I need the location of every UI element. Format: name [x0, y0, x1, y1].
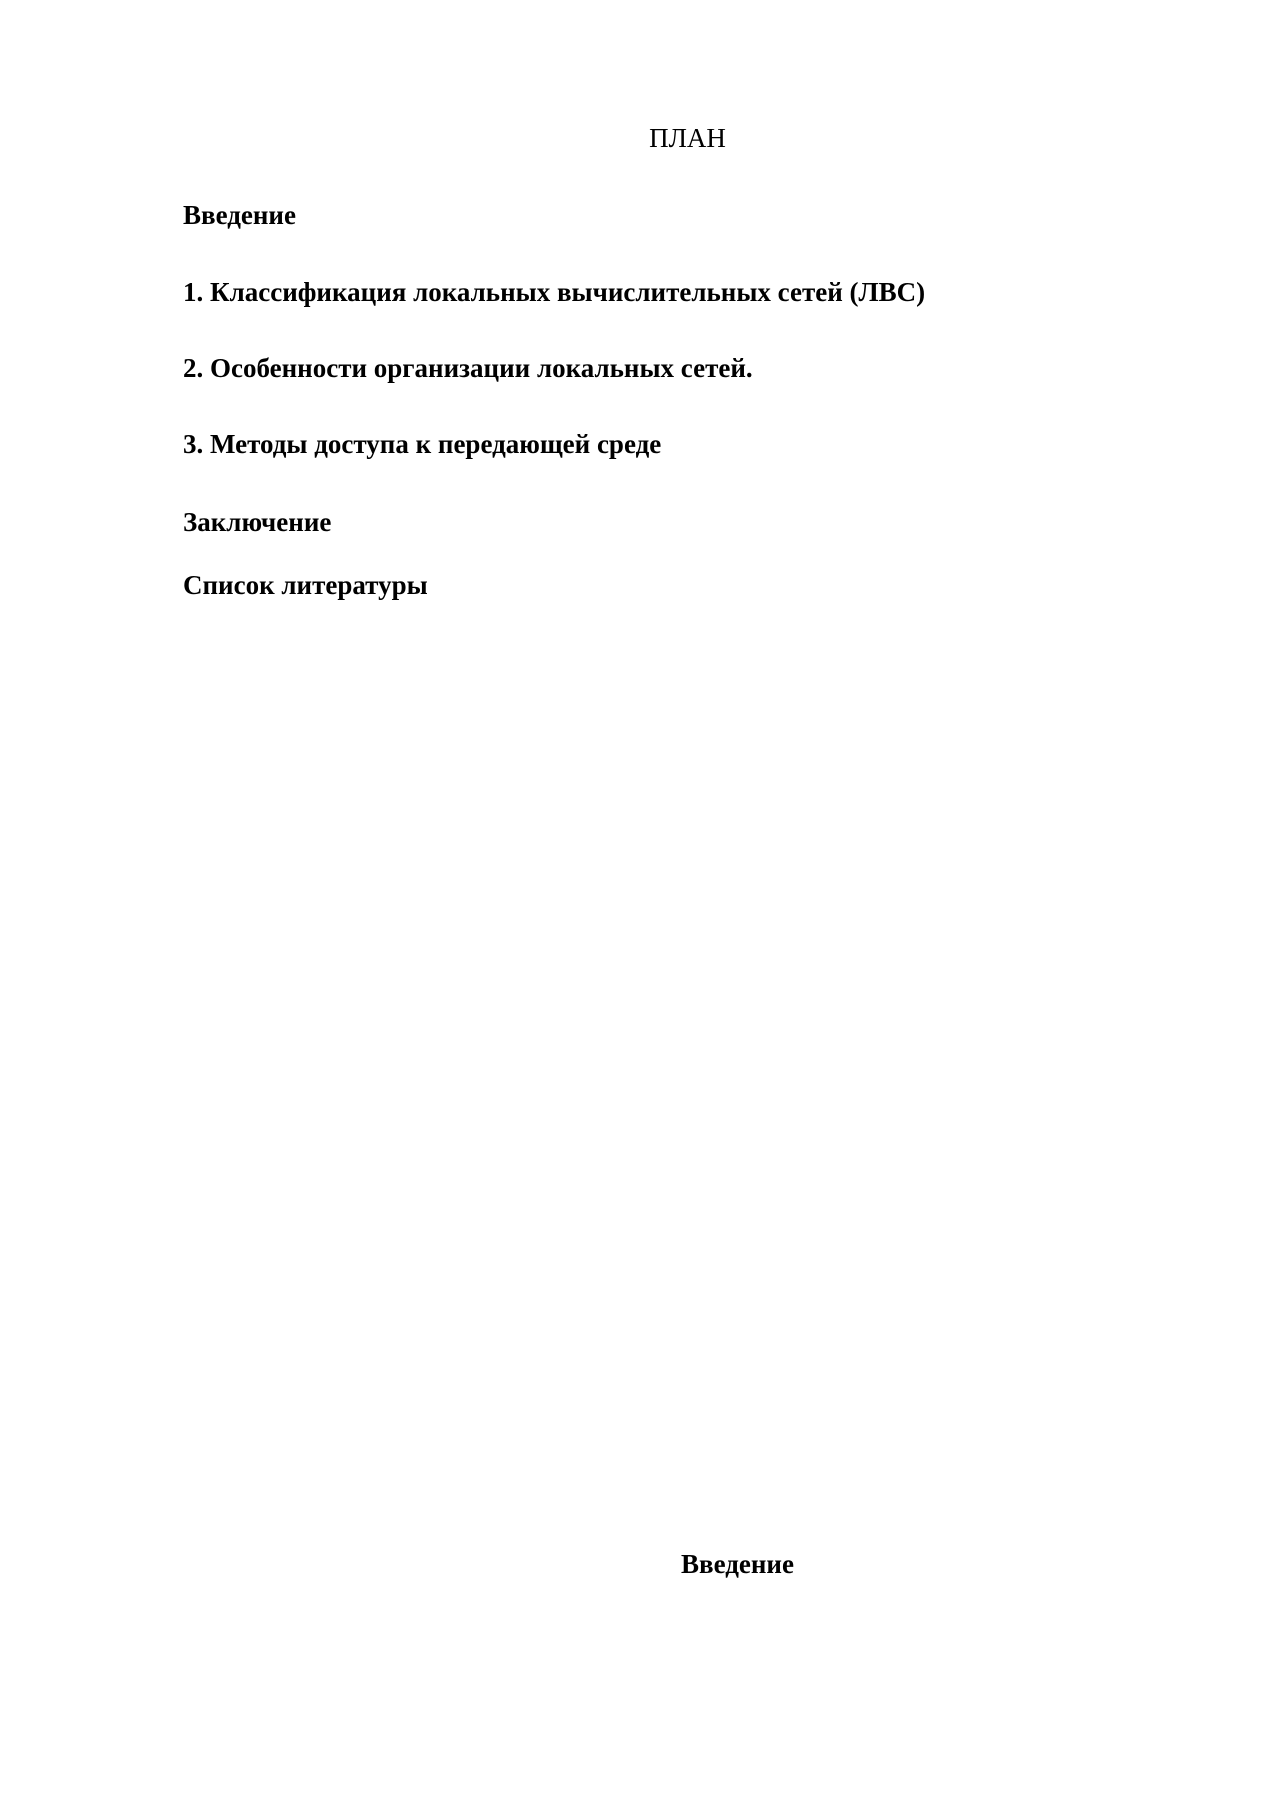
section-heading-introduction: Введение: [681, 1549, 794, 1579]
toc-item-classification: 1. Классификация локальных вычислительных сетей (ЛВС): [183, 277, 926, 307]
toc-item-conclusion: Заключение: [183, 507, 332, 537]
toc-item-organization: 2. Особенности организации локальных сетей.: [183, 353, 753, 383]
toc-item-introduction: Введение: [183, 200, 296, 230]
plan-title: ПЛАН: [649, 123, 726, 153]
toc-item-access-methods: 3. Методы доступа к передающей среде: [183, 429, 662, 459]
table-of-contents: [183, 0, 1183, 700]
toc-item-references: Список литературы: [183, 570, 428, 600]
